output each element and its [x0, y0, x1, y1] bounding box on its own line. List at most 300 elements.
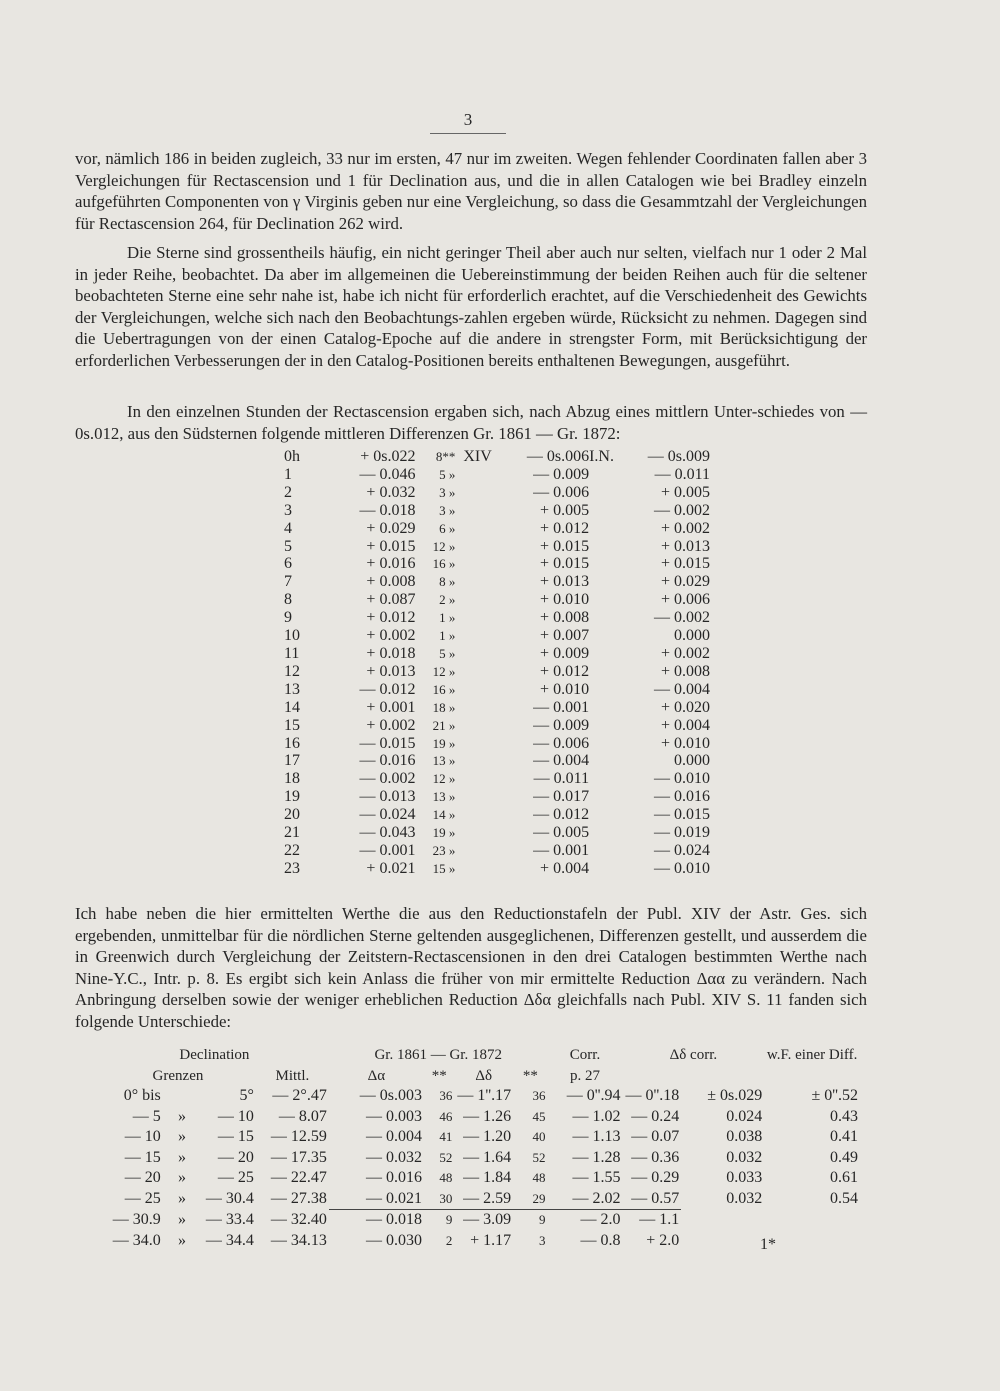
table-cell: — 27.38 [270, 1189, 327, 1207]
table-cell: + 0.013 [366, 662, 416, 680]
table-cell: 52 [439, 1149, 453, 1165]
table-cell [589, 520, 625, 538]
table-cell: + 0.005 [660, 483, 710, 501]
table-cell: 0.033 [726, 1169, 763, 1186]
table-cell: 36 [439, 1088, 453, 1103]
table-cell: — 0.57 [622, 1189, 681, 1210]
table-cell: — 25 [217, 1169, 254, 1186]
table-cell: » [178, 1231, 187, 1249]
table-cell: 48 [439, 1170, 453, 1185]
table-cell: — 0.016 [359, 752, 416, 770]
table-cell: — 2.0 [580, 1211, 621, 1228]
table-cell [589, 735, 625, 753]
table-cell: 5 » [439, 466, 456, 482]
table-cell: + 0.029 [660, 573, 710, 591]
table-cell: 2 » [439, 592, 456, 608]
table-cell [589, 663, 625, 681]
table-row [270, 609, 710, 627]
table-cell: 0.41 [830, 1128, 858, 1145]
table-cell: + 0.002 [366, 716, 416, 734]
table-cell: 4 [284, 519, 292, 537]
table-row [270, 681, 710, 699]
table-cell: + 0.007 [540, 627, 590, 645]
table-cell: — 2.02 [548, 1189, 623, 1210]
table-cell: 3 [539, 1232, 546, 1248]
table-cell [589, 538, 625, 556]
table-cell: + 0.029 [366, 519, 416, 537]
table-cell [463, 842, 504, 860]
table-cell: 23 » [432, 842, 456, 858]
table-cell: 13 » [432, 753, 456, 769]
column-header: Grenzen [152, 1067, 204, 1084]
table-cell: 19 » [432, 825, 456, 841]
table-cell: + 0.015 [540, 537, 590, 555]
table-cell: 30 [424, 1189, 454, 1210]
table-cell [589, 770, 625, 788]
table-cell: — 0.004 [366, 1128, 423, 1145]
column-header: Corr. [569, 1047, 601, 1063]
table-cell: — 15 [217, 1128, 254, 1145]
table-cell: 7 [284, 573, 292, 591]
table-cell [463, 788, 504, 806]
table-cell: 2 [445, 1232, 453, 1248]
table-cell: » [178, 1189, 187, 1207]
table-row [270, 860, 710, 878]
table-cell: — 0.002 [654, 609, 710, 627]
table-cell: + 0.013 [660, 537, 710, 555]
table-row [100, 1231, 860, 1252]
table-row [270, 627, 710, 645]
table-cell: — 10 [217, 1107, 254, 1125]
table-cell: ± 0''.52 [811, 1087, 858, 1104]
table-row [270, 484, 710, 502]
table-cell: — 32.40 [270, 1210, 327, 1228]
table-cell: + 0.012 [366, 609, 416, 627]
table-cell: — 0.024 [359, 806, 416, 824]
table-cell: 9 [445, 1212, 453, 1227]
table-cell: 8 » [439, 574, 456, 590]
table-cell: + 0.021 [366, 859, 416, 877]
table-cell: ± 0s.029 [707, 1087, 763, 1104]
table-cell: » [178, 1210, 187, 1228]
column-header: Mittl. [275, 1067, 310, 1084]
table-row [270, 806, 710, 824]
table-row [100, 1189, 860, 1210]
table-cell [589, 627, 625, 645]
table-row [270, 538, 710, 556]
table-cell: 17 [284, 752, 300, 770]
table-cell: 45 [532, 1108, 546, 1124]
column-header: ** [431, 1067, 447, 1084]
table-cell: — 34.13 [270, 1231, 327, 1249]
table-cell: + 0.004 [540, 859, 590, 877]
table-cell: + 0.005 [540, 501, 590, 519]
table-cell: — 0s.003 [359, 1087, 423, 1104]
table-cell: — 0.004 [533, 752, 590, 770]
table-cell: — 0.018 [366, 1211, 423, 1228]
table-cell: + 0.020 [660, 698, 710, 716]
table-cell: 15 » [432, 860, 456, 876]
table-cell: — 1.84 [463, 1169, 512, 1186]
table-cell [463, 645, 504, 663]
table-cell: — 0.005 [533, 824, 590, 842]
table-cell [463, 502, 504, 520]
table-cell [589, 591, 625, 609]
table-row [270, 735, 710, 753]
table-cell: 18 » [432, 699, 456, 715]
table-cell [463, 466, 504, 484]
column-header: w.F. einer Diff. [766, 1047, 858, 1063]
table-cell: — 30.4 [205, 1189, 254, 1207]
table-cell: — 0s.006 [526, 448, 590, 465]
table-cell: — 0.046 [359, 465, 416, 483]
table-cell [463, 752, 504, 770]
table-cell: 1 [284, 465, 292, 483]
table-cell: 0h [284, 448, 300, 465]
table-cell [589, 645, 625, 663]
column-header: Gr. 1861 — Gr. 1872 [374, 1047, 502, 1063]
column-header: Δδ corr. [669, 1047, 718, 1063]
table-cell: 5 [284, 537, 292, 555]
table-cell: — 0''.18 [625, 1087, 680, 1104]
page-number: 3 [430, 110, 506, 134]
table-cell: — 0.043 [359, 824, 416, 842]
table-cell: — 1''.17 [457, 1087, 512, 1104]
table-row [270, 663, 710, 681]
table-cell: 10 [284, 627, 300, 645]
table-cell [163, 1086, 201, 1107]
table-cell: — 0.010 [654, 859, 710, 877]
table-cell: + 0.032 [366, 483, 416, 501]
table-cell: 6 [284, 555, 292, 573]
table-cell: + 0.002 [660, 644, 710, 662]
table-row [270, 520, 710, 538]
table-cell: — 0.8 [580, 1231, 621, 1249]
table-cell [764, 1210, 860, 1231]
table-row [100, 1127, 860, 1148]
table-cell: 0.43 [830, 1107, 858, 1125]
table-cell: — 20 [124, 1169, 161, 1186]
table-row [270, 717, 710, 735]
table-cell: — 0.006 [533, 734, 590, 752]
table-cell: + 0.013 [540, 573, 590, 591]
table-cell: — 1.55 [572, 1169, 621, 1186]
table-cell: 19 [284, 788, 300, 806]
table-cell: — 0.004 [654, 680, 710, 698]
table-cell: + 2.0 [646, 1231, 680, 1249]
table-cell: — 30.9 [112, 1210, 161, 1228]
table-cell: 3 [284, 501, 292, 519]
table-cell [463, 770, 504, 788]
table-cell: » [178, 1128, 187, 1145]
table-row [270, 770, 710, 788]
table-cell: + 0.008 [660, 662, 710, 680]
table-cell: I.N. [589, 448, 614, 465]
table-cell: 16 » [432, 556, 456, 572]
table-row [270, 842, 710, 860]
table-cell: — 0.24 [631, 1107, 680, 1125]
table-cell: 0.000 [674, 752, 710, 770]
table-cell [589, 824, 625, 842]
table-cell [463, 538, 504, 556]
table-cell: — 0.001 [359, 841, 416, 859]
table-cell: — 0.015 [359, 734, 416, 752]
table-cell [463, 484, 504, 502]
table-cell: — 0.012 [533, 806, 590, 824]
table-cell: — 0.017 [533, 788, 590, 806]
table-cell: 0.54 [830, 1189, 858, 1207]
table-row [270, 466, 710, 484]
table-cell: + 0.008 [366, 573, 416, 591]
table-cell [463, 520, 504, 538]
table-cell [463, 806, 504, 824]
table-cell: 29 [513, 1189, 547, 1210]
table-cell [589, 752, 625, 770]
table-row [100, 1210, 860, 1231]
table-cell: — 2.59 [454, 1189, 513, 1210]
table-cell: + 1.17 [470, 1231, 512, 1249]
table-cell [589, 681, 625, 699]
table-cell: 16 » [432, 681, 456, 697]
table-cell: 22 [284, 841, 300, 859]
table-cell [589, 699, 625, 717]
table-cell: 18 [284, 770, 300, 788]
table-cell [463, 591, 504, 609]
table-header-row [100, 1045, 860, 1066]
table-cell: — 20 [217, 1148, 254, 1166]
paragraph-2: Die Sterne sind grossentheils häufig, ein nicht geringer Theil aber auch nur selten, vielfach nur 1 oder 2 Mal in jeder Reihe, beobachtet. Da aber im allgemeinen die Uebereinstimmung der beiden Reihen auch für die seltener beobachteten Sterne eine sehr nahe ist, habe ich nicht für erforderlich erachtet, auf die Verschiedenheit des Gewichts der Vergleichungen, welche sich nach den Beobachtungs-zahlen ergeben würde, Rücksicht zu nehmen. Dagegen sind die Uebertragungen von der einen Catalog-Epoche auf die andere in strengster Form, mit Berücksichtigung der erforderlichen Verbesserungen der in den Catalog-Positionen bereits enthaltenen Bewegungen, ausgeführt. [75, 243, 867, 370]
table-cell: 12 » [432, 771, 456, 787]
table-cell: XIV [463, 448, 492, 465]
table-cell [463, 860, 504, 878]
table-row [270, 788, 710, 806]
table-cell [463, 609, 504, 627]
table-row [270, 645, 710, 663]
table-cell: 19 » [432, 735, 456, 751]
table-row [270, 502, 710, 520]
table-cell: + 0.087 [366, 591, 416, 609]
table-cell: 12 [284, 662, 300, 680]
table-cell: 40 [532, 1129, 546, 1144]
table-cell [463, 573, 504, 591]
table-cell [589, 860, 625, 878]
table-cell: — 0''.94 [566, 1087, 621, 1104]
table-cell: — 0.021 [329, 1189, 424, 1210]
table-cell: + 0.002 [366, 627, 416, 645]
table-cell: 8 [284, 591, 292, 609]
table-cell: — 0.012 [359, 680, 416, 698]
table-cell: 0° bis [123, 1087, 161, 1104]
table-cell: — 0.016 [654, 788, 710, 806]
table-cell: — 0.009 [533, 465, 590, 483]
table-cell: — 1.26 [463, 1107, 512, 1125]
table-cell [589, 717, 625, 735]
column-header: Δα [367, 1067, 386, 1084]
table-cell: — 0.024 [654, 841, 710, 859]
table-cell: — 0.016 [366, 1169, 423, 1186]
table-row [270, 752, 710, 770]
table-cell: 9 [539, 1212, 546, 1227]
table-cell: + 0.012 [540, 519, 590, 537]
table-cell: 23 [284, 859, 300, 877]
table-cell: 14 » [432, 807, 456, 823]
table-cell: — 0.07 [631, 1128, 680, 1145]
table-cell: — 1.28 [572, 1148, 621, 1166]
table-cell: — 0.019 [654, 824, 710, 842]
table-cell: 36 [532, 1088, 546, 1103]
table-cell: + 0.015 [660, 555, 710, 573]
table-cell: 21 » [432, 717, 456, 733]
table-cell: — 0.018 [359, 501, 416, 519]
table-cell: 48 [532, 1170, 546, 1185]
table-cell: — 10 [124, 1128, 161, 1145]
table-cell: — 34.0 [112, 1231, 161, 1249]
table-cell: + 0.016 [366, 555, 416, 573]
table-cell: — 34.4 [205, 1231, 254, 1249]
table-cell: + 0.001 [366, 698, 416, 716]
table-cell: — 0.013 [359, 788, 416, 806]
table-cell: 0.49 [830, 1148, 858, 1166]
table-row [270, 824, 710, 842]
table-cell: — 0.009 [533, 716, 590, 734]
column-header [622, 1066, 860, 1087]
table-cell [463, 717, 504, 735]
table-cell: 41 [439, 1129, 453, 1144]
table-cell [463, 824, 504, 842]
column-header: Δδ [475, 1067, 493, 1084]
table-cell: 1 » [439, 628, 456, 644]
table-cell [463, 555, 504, 573]
table-cell: — 0.032 [366, 1148, 423, 1166]
column-header: p. 27 [570, 1067, 601, 1084]
sheet-signature: 1* [760, 1236, 776, 1253]
table-cell: 12 » [432, 663, 456, 679]
table-cell: + 0.015 [540, 555, 590, 573]
table-cell: + 0.018 [366, 644, 416, 662]
table-cell: — 1.13 [572, 1128, 621, 1145]
table-cell: — 22.47 [270, 1169, 327, 1186]
table-cell: » [178, 1107, 187, 1125]
table-cell: — 25 [124, 1189, 161, 1207]
table-cell: 0.024 [726, 1107, 763, 1125]
table-cell [589, 609, 625, 627]
table-cell: 5° [239, 1087, 254, 1104]
table-cell [589, 573, 625, 591]
table-cell: 12 » [432, 538, 456, 554]
table-cell: — 3.09 [463, 1211, 512, 1228]
paragraph-4: Ich habe neben die hier ermittelten Werthe die aus den Reductionstafeln der Publ. XIV der Astr. Ges. sich ergebenden, unmittelbar für die nördlichen Sterne geltenden ausgeglichenen, Differenzen gestellt, und ausserdem die in Greenwich durch Vergleichung der Zeitstern-Rectascensionen in den drei Catalogen bestimmten Werthe nach Nine-Y.C., Intr. p. 8. Es ergibt sich kein Anlass die früher von mir ermittelte Reduction Δαα zu verändern. Nach Anbringung derselben sowie der weniger erheblichen Reduction Δδα gleichfalls nach Publ. XIV S. 11 fanden sich folgende Unterschiede: [75, 904, 867, 1031]
table-row [270, 573, 710, 591]
table-cell: 11 [284, 644, 300, 662]
table-cell: 6 » [439, 520, 456, 536]
table-row [270, 591, 710, 609]
table-row [100, 1168, 860, 1189]
table-row [100, 1107, 860, 1128]
table-cell: — 15 [124, 1148, 161, 1166]
table-cell [589, 502, 625, 520]
table-cell: — 12.59 [270, 1128, 327, 1145]
table-cell: 3 » [439, 484, 456, 500]
table-cell: — 0.001 [533, 698, 590, 716]
table-cell: — 0.010 [654, 770, 710, 788]
table-cell: 0.032 [726, 1189, 763, 1207]
table-cell: 9 [284, 609, 292, 627]
table-cell: + 0.010 [660, 734, 710, 752]
hour-differences-table [270, 448, 710, 878]
table-cell [589, 466, 625, 484]
column-header: Declination [179, 1047, 250, 1063]
table-cell: 0.61 [830, 1169, 858, 1186]
table-cell: 16 [284, 734, 300, 752]
table-cell: + 0.006 [660, 591, 710, 609]
table-cell [589, 788, 625, 806]
table-cell: + 0.002 [660, 519, 710, 537]
table-cell: — 2°.47 [272, 1087, 327, 1104]
table-cell: — 8.07 [278, 1107, 327, 1125]
table-cell: 3 » [439, 502, 456, 518]
table-cell: — 17.35 [270, 1148, 327, 1166]
table-cell: — 0.011 [533, 770, 590, 788]
table-cell: 8** [435, 449, 456, 464]
table-cell: 1 » [439, 610, 456, 626]
table-cell: — 0.011 [654, 465, 710, 483]
table-cell [589, 555, 625, 573]
table-cell: — 0.015 [654, 806, 710, 824]
table-cell: — 1.64 [463, 1148, 512, 1166]
table-cell: + 0.015 [366, 537, 416, 555]
table-row [270, 699, 710, 717]
table-cell: — 0.36 [631, 1148, 680, 1166]
paragraph-1: vor, nämlich 186 in beiden zugleich, 33 nur im ersten, 47 nur im zweiten. Wegen fehlender Coordinaten fallen aber 3 Vergleichungen für Rectascension und 1 für Declination aus, und die in allen Catalogen wie bei Bradley einzeln aufgeführten Componenten von γ Virginis geben nur eine Vergleichung, so dass die Gesammtzahl der Vergleichungen für Rectascension 264, für Declination 262 wird. [75, 149, 867, 233]
table-row [270, 448, 710, 466]
table-cell: — 0.006 [533, 483, 590, 501]
table-header-row [100, 1066, 860, 1087]
table-cell: 5 » [439, 645, 456, 661]
table-cell: 0.032 [726, 1148, 763, 1166]
table-cell [681, 1231, 764, 1252]
table-cell: 15 [284, 716, 300, 734]
table-cell: + 0.012 [540, 662, 590, 680]
table-cell: + 0.010 [540, 680, 590, 698]
table-cell: + 0.010 [540, 591, 590, 609]
table-cell: — 0.001 [533, 841, 590, 859]
table-cell: — 0.002 [359, 770, 416, 788]
table-cell: 13 » [432, 789, 456, 805]
table-cell [589, 806, 625, 824]
column-header: ** [522, 1067, 538, 1084]
table-cell: 14 [284, 698, 300, 716]
table-cell: — 0.030 [366, 1231, 423, 1249]
declination-table [100, 1045, 860, 1251]
table-cell: — 1.1 [639, 1211, 680, 1228]
table-cell [463, 681, 504, 699]
table-cell: + 0.009 [540, 644, 590, 662]
table-cell [463, 663, 504, 681]
table-cell: — 1.20 [463, 1128, 512, 1145]
table-cell: 21 [284, 824, 300, 842]
table-cell [589, 842, 625, 860]
table-cell: 52 [532, 1149, 546, 1165]
table-cell: + 0.004 [660, 716, 710, 734]
table-cell [463, 735, 504, 753]
table-cell: + 0s.022 [360, 448, 416, 465]
table-cell: — 5 [132, 1107, 161, 1125]
table-cell: » [178, 1148, 187, 1166]
table-cell [764, 1231, 860, 1252]
table-cell: 0.000 [674, 627, 710, 645]
table-cell: — 0s.009 [647, 448, 710, 465]
table-cell: 2 [284, 483, 292, 501]
